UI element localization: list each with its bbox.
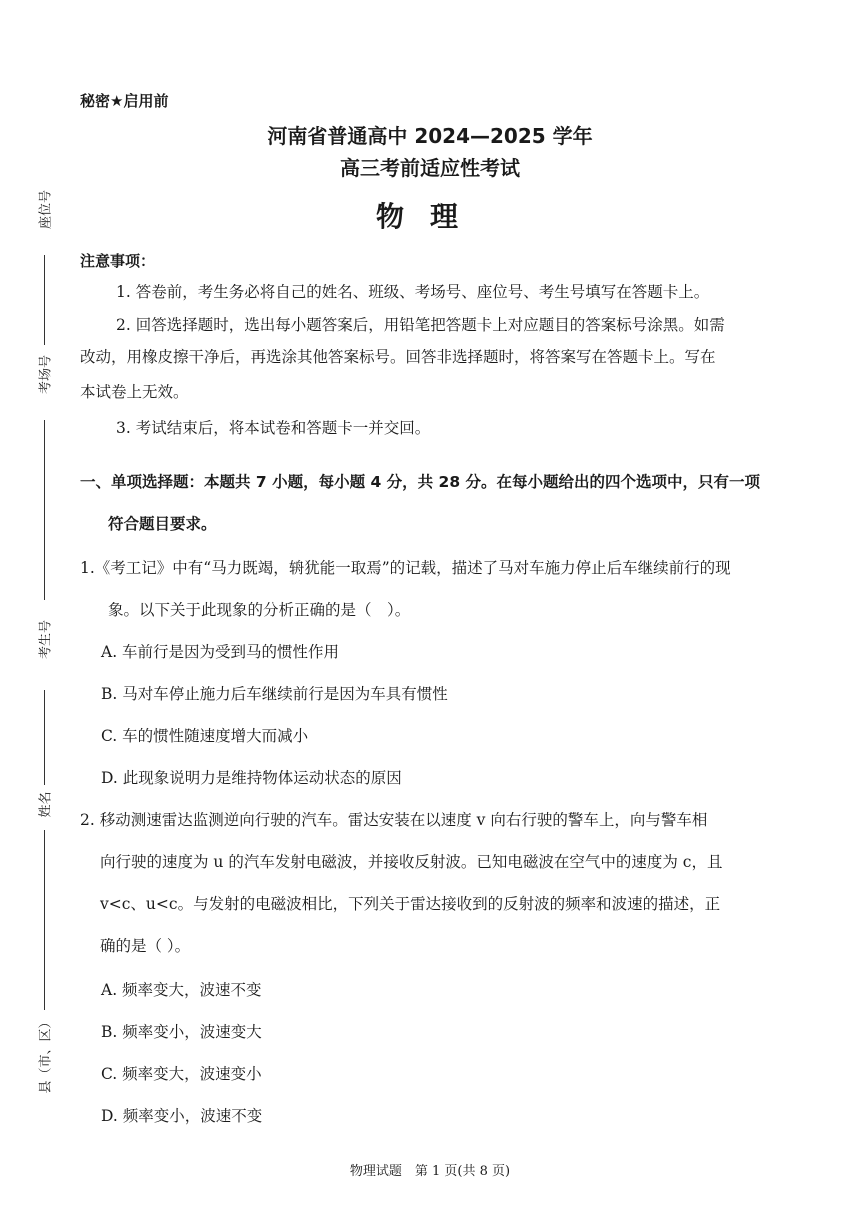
confidential-label: 秘密★启用前	[80, 92, 169, 110]
q2-stem-line4: 确的是（ ）。	[100, 937, 191, 955]
q2-stem-line1: 2. 移动测速雷达监测逆向行驶的汽车。雷达安装在以速度 v 向右行驶的警车上，向与警车相	[80, 811, 708, 829]
q1-option-a: A. 车前行是因为受到马的惯性作用	[101, 643, 340, 661]
exam-room-line	[44, 420, 45, 600]
seat-number-label: 座位号	[38, 190, 54, 230]
exam-title-line2: 高三考前适应性考试	[340, 156, 520, 180]
q1-option-b: B. 马对车停止施力后车继续前行是因为车具有惯性	[101, 685, 448, 703]
notice-item-3: 3. 考试结束后，将本试卷和答题卡一并交回。	[116, 419, 431, 437]
name-line	[44, 830, 45, 1010]
section1-heading-line2: 符合题目要求。	[108, 515, 217, 533]
student-number-label: 考生号	[38, 620, 54, 660]
q1-option-c: C. 车的惯性随速度增大而减小	[101, 727, 309, 745]
q1-stem-line1: 1.《考工记》中有“马力既竭，辀犹能一取焉”的记载，描述了马对车施力停止后车继续前行的现	[80, 559, 731, 577]
q2-stem-line2: 向行驶的速度为 u 的汽车发射电磁波，并接收反射波。已知电磁波在空气中的速度为 c，且	[100, 853, 723, 871]
seat-number-line	[44, 255, 45, 345]
exam-room-label: 考场号	[38, 355, 54, 395]
q2-option-c: C. 频率变大，波速变小	[101, 1065, 262, 1083]
notice-item-2-line2: 改动，用橡皮擦干净后，再选涂其他答案标号。回答非选择题时，将答案写在答题卡上。写在	[80, 348, 716, 366]
page-footer: 物理试题 第 1 页(共 8 页)	[349, 1164, 511, 1179]
notice-item-1: 1. 答卷前，考生务必将自己的姓名、班级、考场号、座位号、考生号填写在答题卡上。	[116, 283, 710, 301]
notice-item-2-line3: 本试卷上无效。	[80, 383, 189, 401]
subject-title: 物理	[375, 200, 484, 233]
notice-item-2-line1: 2. 回答选择题时，选出每小题答案后，用铅笔把答题卡上对应题目的答案标号涂黑。如需	[116, 316, 725, 334]
q2-option-a: A. 频率变大，波速不变	[101, 981, 262, 999]
name-label: 姓名	[38, 791, 54, 818]
exam-title-line1: 河南省普通高中 2024—2025 学年	[267, 124, 593, 148]
notice-heading: 注意事项：	[80, 252, 156, 270]
county-label: 县（市、区）	[38, 1015, 54, 1094]
q1-stem-line2: 象。以下关于此现象的分析正确的是（ ）。	[108, 601, 411, 619]
q1-option-d: D. 此现象说明力是维持物体运动状态的原因	[101, 769, 402, 787]
section1-heading-line1: 一、单项选择题：本题共 7 小题，每小题 4 分，共 28 分。在每小题给出的四个选项中，只有一项	[80, 473, 761, 491]
q2-option-d: D. 频率变小，波速不变	[101, 1107, 263, 1125]
q2-stem-line3: v<c、u<c。与发射的电磁波相比，下列关于雷达接收到的反射波的频率和波速的描述，正	[100, 895, 721, 913]
q2-option-b: B. 频率变小，波速变大	[101, 1023, 262, 1041]
student-number-line	[44, 690, 45, 785]
